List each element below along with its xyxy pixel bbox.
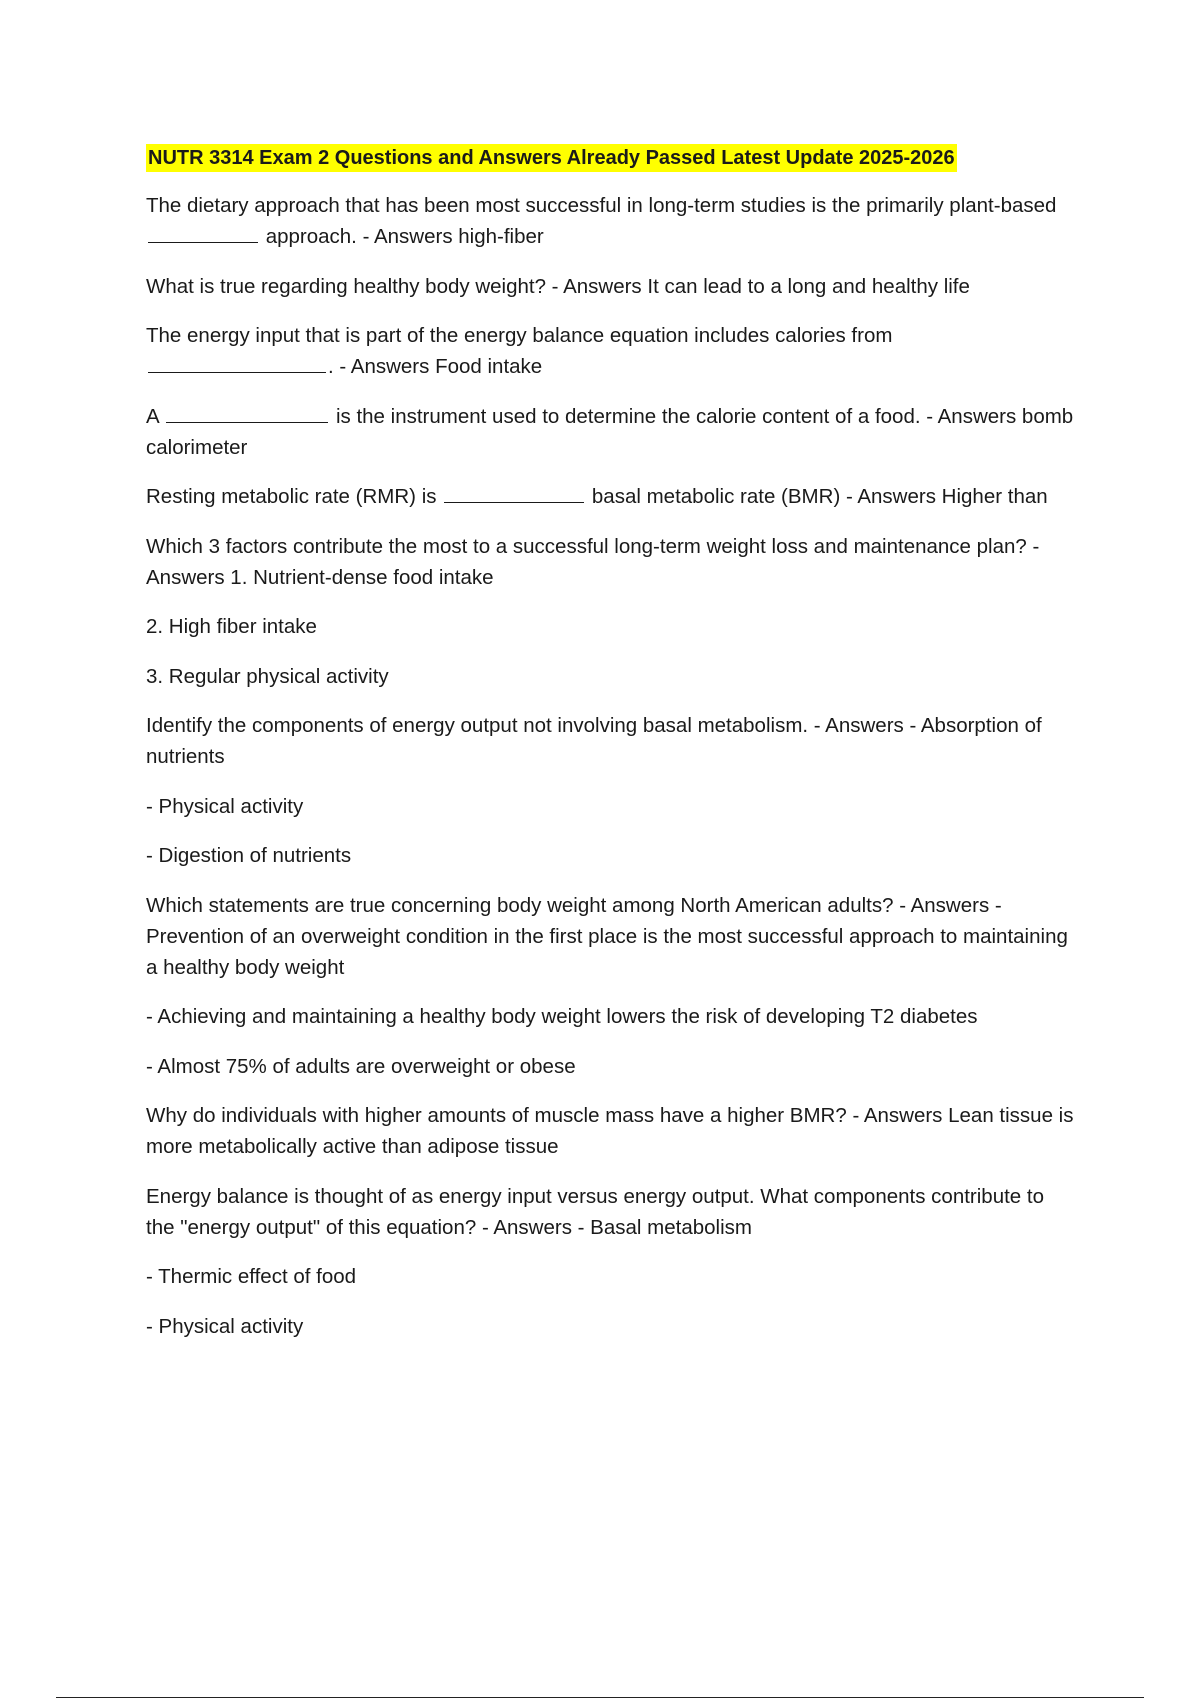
question-3 [146,320,1076,382]
question-5-text-before: Resting metabolic rate (RMR) is [146,485,437,508]
question-7-answer-item: - Physical activity [146,794,304,818]
question-10-answer-item: - Thermic effect of food [146,1265,357,1288]
fill-in-blank [444,484,584,503]
document-body [146,144,1076,1360]
fill-in-blank [148,354,326,373]
footer-divider [56,1697,1144,1698]
question-6: Which 3 factors contribute the most to a successful long-term weight loss and maintenance plan? - Answers 1. Nutrient-dense food intake [146,534,1040,589]
fill-in-blank [148,224,258,243]
question-6-answer-item: 2. High fiber intake [146,615,317,638]
question-7: Identify the components of energy output not involving basal metabolism. - Answers - Absorption of nutrients [146,714,1042,768]
question-9: Why do individuals with higher amounts of muscle mass have a higher BMR? - Answers Lean tissue is more metabolically active than adipose tissue [146,1104,1074,1158]
question-1-text-before: The dietary approach that has been most successful in long-term studies is the primarily plant-based [146,194,1057,217]
question-8-answer-item: - Almost 75% of adults are overweight or obese [146,1054,576,1078]
question-3-text-after: . - Answers Food intake [328,355,543,378]
document-title: NUTR 3314 Exam 2 Questions and Answers Already Passed Latest Update 2025-2026 [146,144,957,172]
question-4-text-before: A [146,404,159,428]
question-10-answer-item: - Physical activity [146,1314,304,1338]
question-5 [146,481,1076,512]
question-1-text-after: approach. - Answers high-fiber [265,225,544,248]
question-8: Which statements are true concerning body weight among North American adults? - Answers - Prevention of an overweight condition in the first place is the most successful approach to maintaining a healthy body weight [146,893,1068,979]
question-3-text-before: The energy input that is part of the energy balance equation includes calories from [146,324,893,347]
question-2: What is true regarding healthy body weight? - Answers It can lead to a long and healthy life [146,274,970,298]
question-6-answer-item: 3. Regular physical activity [146,664,389,688]
question-4-text-after: is the instrument used to determine the calorie content of a food. - Answers bomb calorimeter [146,404,1074,459]
question-1 [146,190,1076,252]
question-8-answer-item: - Achieving and maintaining a healthy body weight lowers the risk of developing T2 diabetes [146,1005,978,1028]
question-7-answer-item: - Digestion of nutrients [146,844,352,867]
fill-in-blank [166,404,328,423]
question-10: Energy balance is thought of as energy input versus energy output. What components contribute to the "energy output" of this equation? - Answers - Basal metabolism [146,1184,1044,1239]
question-5-text-after: basal metabolic rate (BMR) - Answers Higher than [591,485,1048,508]
question-4 [146,401,1076,463]
